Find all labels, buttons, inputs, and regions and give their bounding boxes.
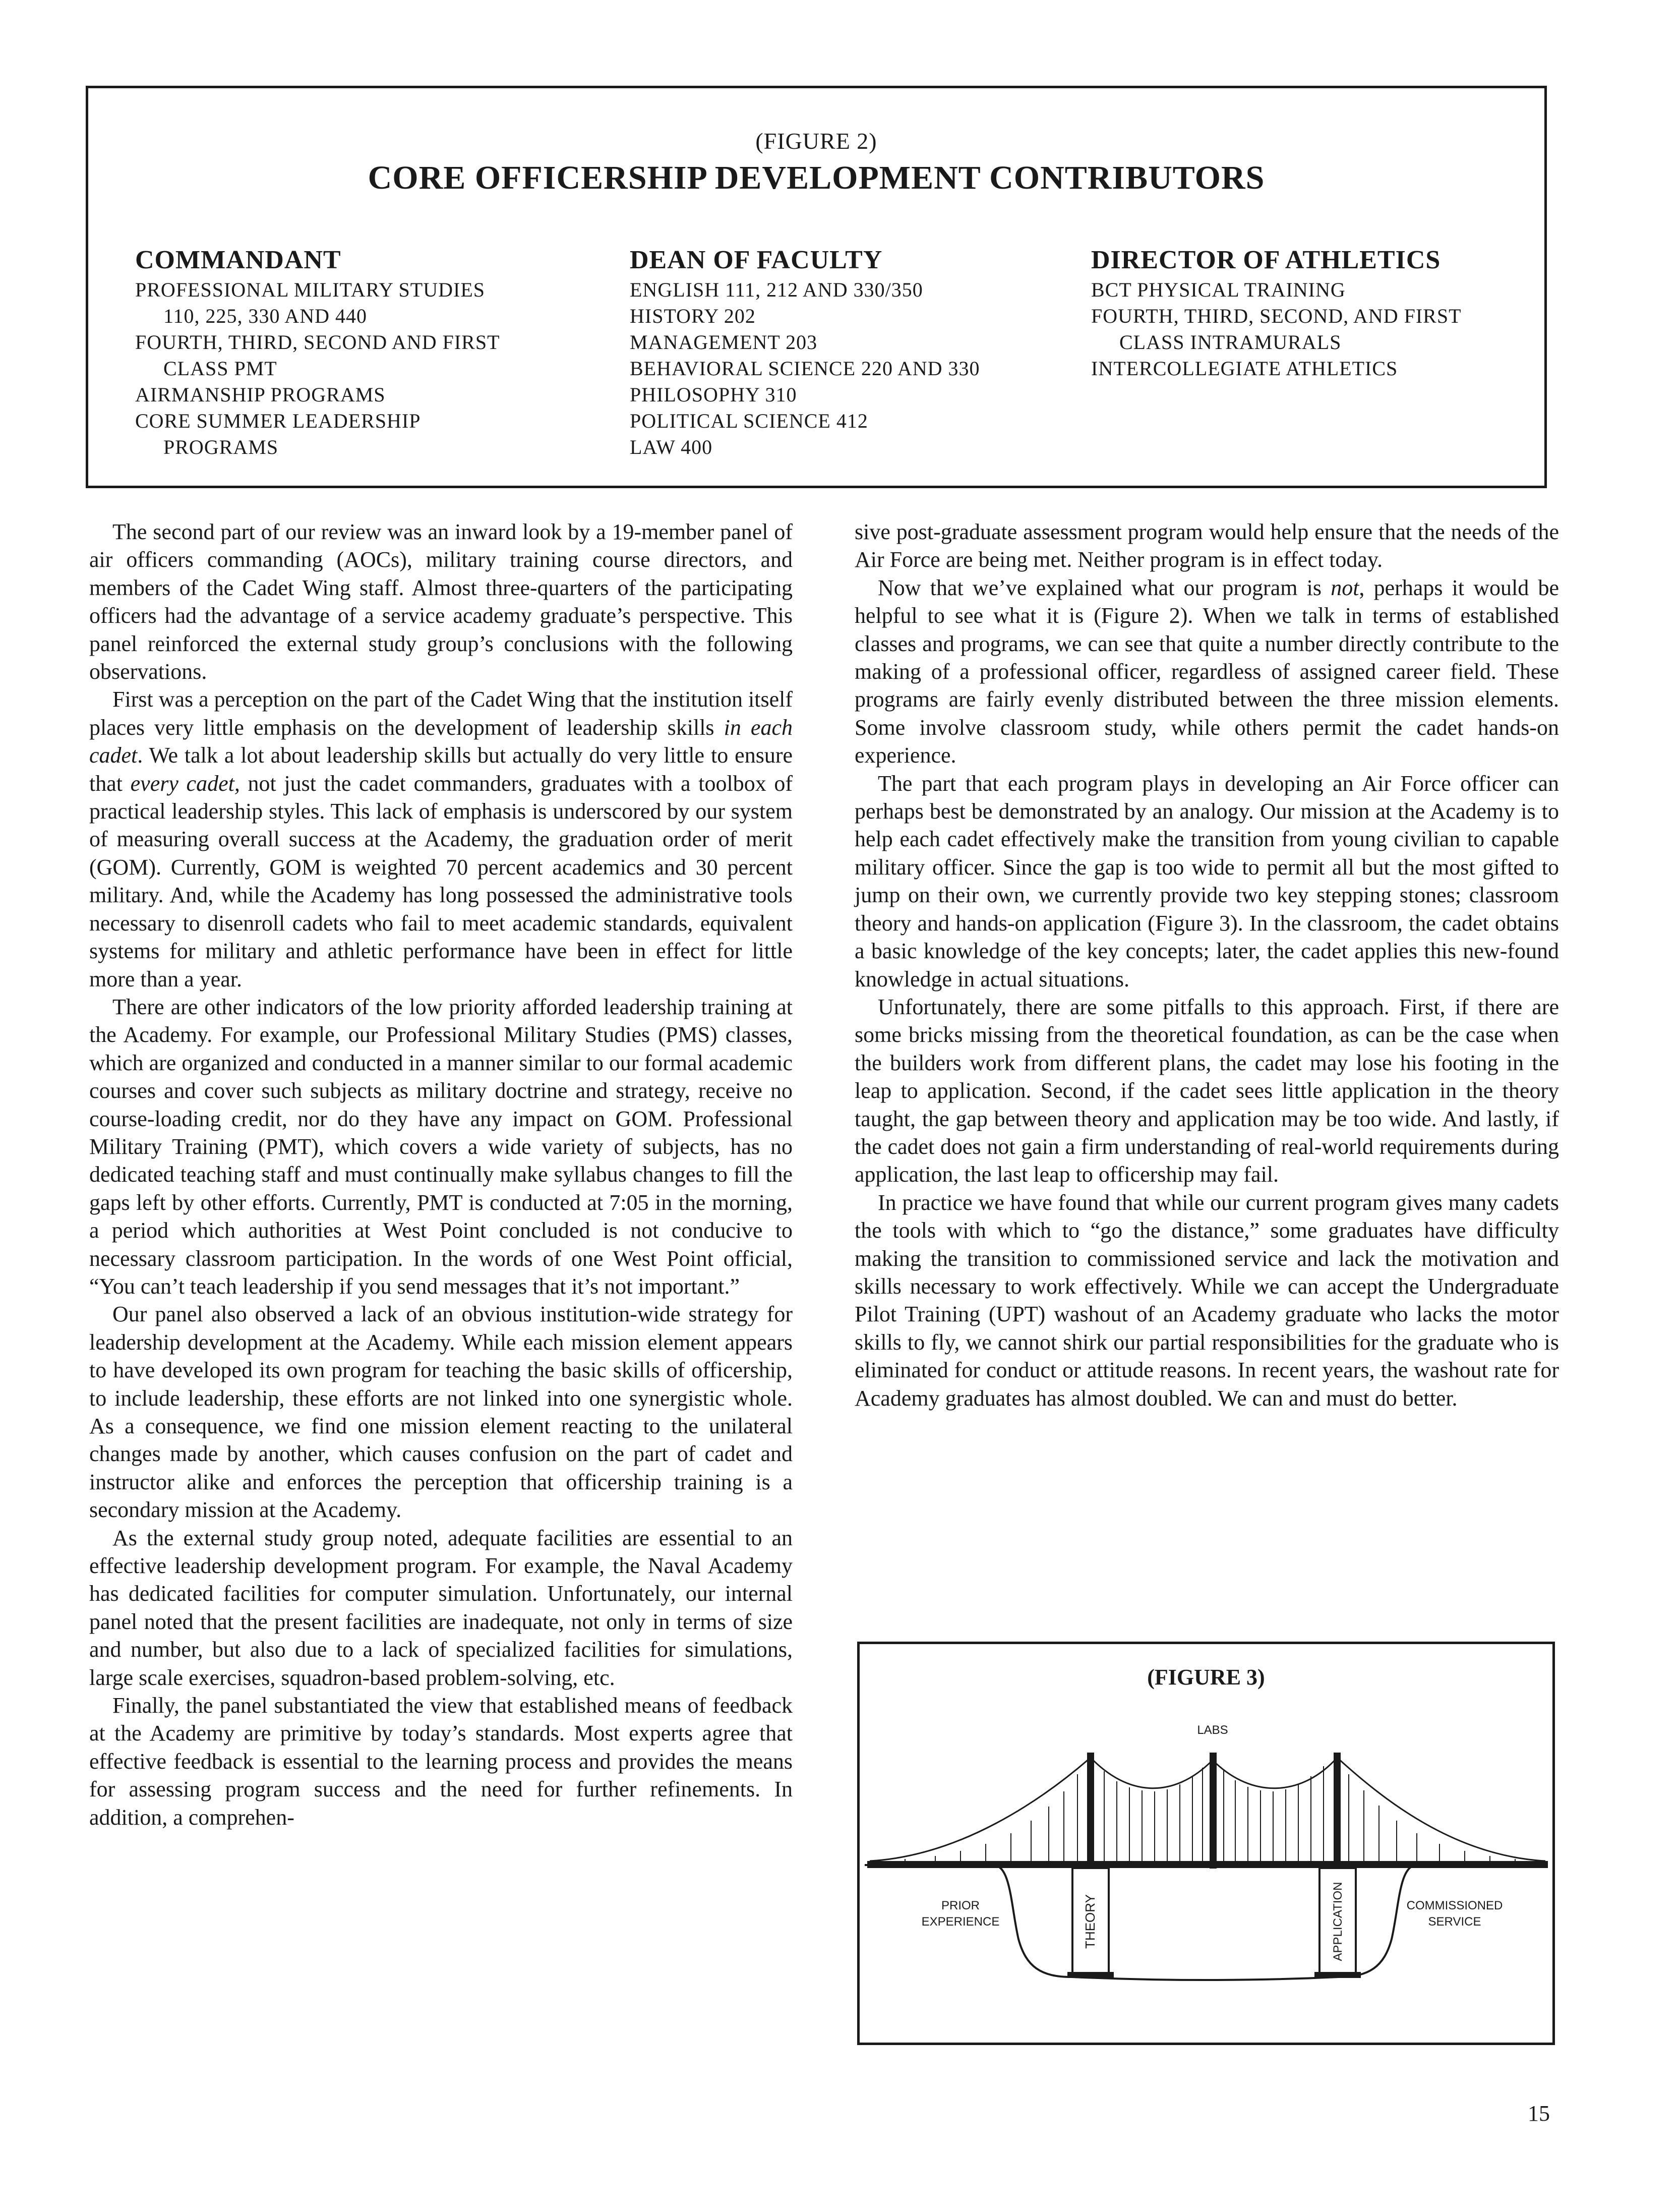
list-item: HISTORY 202 — [630, 305, 756, 327]
list-item: CLASS INTRAMURALS — [1119, 331, 1342, 354]
bridge-deck — [867, 1861, 1548, 1868]
paragraph: There are other indicators of the low priority afforded leadership training at the Academy. For example, our Professional Military Studies (PMS) classes, which are organized and conducted in a manner similar to our formal academic courses and cover such subjects as military doctrine and strategy, receive no course-loading credit, nor do they have any impact on GOM. Professional Military Training (PMT), which covers a wide variety of subjects, has no dedicated teaching staff and must continually make syllabus changes to fill the gaps left by other efforts. Currently, PMT is conducted at 7:05 in the morning, a period which authorities at West Point concluded is not conducive to necessary classroom participation. In the words of one West Point official, “You can’t teach leadership if you send messages that it’s not important.” — [89, 994, 793, 1299]
labs-label: LABS — [1197, 1723, 1228, 1737]
tower — [1334, 1753, 1341, 1869]
main-cable — [870, 1758, 1545, 1861]
figure-2-label: (FIGURE 2) — [755, 128, 877, 154]
pier-footing — [1067, 1972, 1114, 1978]
list-item: FOURTH, THIRD, SECOND, AND FIRST — [1091, 305, 1462, 327]
paragraph: In practice we have found that while our current program gives many cadets the tools with which to “go the distance,” some graduates have difficulty making the transition to commissioned service and lack the motivation and skills necessary to work effectively. While we can accept the Undergraduate Pilot Training (UPT) washout of an Academy graduate who lacks the motor skills to fly, we cannot shirk our partial responsibilities for the graduate who is eliminated for conduct or attitude reasons. In recent years, the washout rate for Academy graduates has almost doubled. We can and must do better. — [855, 1190, 1559, 1411]
list-item: PROFESSIONAL MILITARY STUDIES — [135, 278, 485, 301]
pier-footing — [1314, 1972, 1361, 1978]
list-item: POLITICAL SCIENCE 412 — [630, 410, 868, 432]
commissioned-service-label-1: COMMISSIONED — [1406, 1899, 1503, 1912]
list-item: PROGRAMS — [163, 436, 279, 458]
dean-of-faculty-column — [630, 245, 980, 460]
prior-experience-label-1: PRIOR — [941, 1899, 980, 1912]
director-of-athletics-heading: DIRECTOR OF ATHLETICS — [1091, 246, 1441, 274]
paragraph: Our panel also observed a lack of an obvious institution-wide strategy for leadership development at the Academy. While each mission element appears to have developed its own program for teaching the basic skills of officership, to include leadership, these efforts are not linked into one synergistic whole. As a consequence, we find one mission element reacting to the unilateral changes made by another, which causes confusion on the part of cadet and instructor alike and enforces the perception that officership training is a secondary mission at the Academy. — [89, 1302, 793, 1523]
dean-of-faculty-heading: DEAN OF FACULTY — [630, 246, 883, 274]
commissioned-service-label-2: SERVICE — [1428, 1915, 1481, 1929]
paragraph: Now that we’ve explained what our program is not, perhaps it would be helpful to see what it is (Figure 2). When we talk in terms of established classes and programs, we can see that quite a number directly contribute to the making of a professional officer, regardless of assigned career field. These programs are fairly evenly distributed between the three mission elements. Some involve classroom study, while others permit the cadet hands-on experience. — [855, 575, 1559, 768]
list-item: FOURTH, THIRD, SECOND AND FIRST — [135, 331, 500, 354]
emphasis-text: not — [1331, 575, 1359, 600]
application-label: APPLICATION — [1331, 1882, 1345, 1961]
figure-2-title: CORE OFFICERSHIP DEVELOPMENT CONTRIBUTORS — [368, 159, 1265, 196]
list-item: AIRMANSHIP PROGRAMS — [135, 383, 386, 406]
tower — [1210, 1753, 1217, 1869]
paragraph: Finally, the panel substantiated the view that established means of feedback at the Academy are primitive by today’s standards. Most experts agree that effective feedback is essential to the learning process and provides the means for assessing program success and the need for further refinements. In addition, a comprehen- — [89, 1693, 793, 1830]
list-item: 110, 225, 330 AND 440 — [163, 305, 367, 327]
paragraph: The second part of our review was an inward look by a 19-member panel of air officers commanding (AOCs), military training course directors, and members of the Cadet Wing staff. Almost three-quarters of the participating officers had the advantage of a service academy graduate’s perspective. This panel reinforced the external study group’s conclusions with the following observations. — [89, 519, 793, 684]
list-item: LAW 400 — [630, 436, 713, 458]
right-text-column — [855, 518, 1559, 1412]
tower — [1087, 1753, 1094, 1869]
paragraph: First was a perception on the part of the Cadet Wing that the institution itself places very little emphasis on the development of leadership skills in each cadet. We talk a lot about leadership skills but actually do very little to ensure that every cadet, not just the cadet commanders, graduates with a toolbox of practical leadership styles. This lack of emphasis is underscored by our system of measuring overall success at the Academy, the graduation order of merit (GOM). Currently, GOM is weighted 70 percent academics and 30 percent military. And, while the Academy has long possessed the administrative tools necessary to disenroll cadets who fail to meet academic standards, equivalent systems for military and athletic performance have been in effect for little more than a year. — [89, 687, 793, 992]
theory-label: THEORY — [1083, 1894, 1098, 1949]
figure-2-box — [86, 86, 1547, 488]
list-item: BCT PHYSICAL TRAINING — [1091, 278, 1346, 301]
emphasis-text: in each cadet — [89, 715, 793, 768]
paragraph: sive post-graduate assessment program would help ensure that the needs of the Air Force are being met. Neither program is in effect today. — [855, 519, 1559, 572]
figure-3-box — [857, 1642, 1555, 2045]
list-item: MANAGEMENT 203 — [630, 331, 818, 354]
list-item: CORE SUMMER LEADERSHIP — [135, 410, 421, 432]
page-number: 15 — [1528, 2101, 1550, 2126]
list-item: PHILOSOPHY 310 — [630, 383, 797, 406]
bridge-diagram — [860, 1644, 1552, 2043]
emphasis-text: every cadet, — [130, 771, 240, 796]
commandant-column — [135, 245, 500, 460]
left-text-column — [89, 518, 793, 1831]
list-item: INTERCOLLEGIATE ATHLETICS — [1091, 357, 1398, 380]
list-item: ENGLISH 111, 212 AND 330/350 — [630, 278, 923, 301]
figure-3-title: (FIGURE 3) — [1147, 1665, 1265, 1690]
paragraph: As the external study group noted, adequate facilities are essential to an effective leadership development program. For example, the Naval Academy has dedicated facilities for computer simulation. Unfortunately, our internal panel noted that the present facilities are inadequate, not only in terms of size and number, but also due to a lack of specialized facilities for simulations, large scale exercises, squadron-based problem-solving, etc. — [89, 1525, 793, 1690]
list-item: CLASS PMT — [163, 357, 277, 380]
commandant-heading: COMMANDANT — [135, 246, 341, 274]
prior-experience-label-2: EXPERIENCE — [921, 1915, 1000, 1929]
director-of-athletics-column — [1091, 245, 1462, 382]
paragraph: The part that each program plays in developing an Air Force officer can perhaps best be demonstrated by an analogy. Our mission at the Academy is to help each cadet effectively make the transition from young civilian to capable military officer. Since the gap is too wide to permit all but the most gifted to jump on their own, we currently provide two key stepping stones; classroom theory and hands-on application (Figure 3). In the classroom, the cadet obtains a basic knowledge of the key concepts; later, the cadet applies this new-found knowledge in actual situations. — [855, 771, 1559, 992]
list-item: BEHAVIORAL SCIENCE 220 AND 330 — [630, 357, 980, 380]
paragraph: Unfortunately, there are some pitfalls to this approach. First, if there are some bricks missing from the theoretical foundation, as can be the case when the builders work from different plans, the cadet may lose his footing in the leap to application. Second, if the cadet sees little application in the theory taught, the gap between theory and application may be too wide. And lastly, if the cadet does not gain a firm understanding of real-world requirements during application, the last leap to officership may fail. — [855, 994, 1559, 1187]
